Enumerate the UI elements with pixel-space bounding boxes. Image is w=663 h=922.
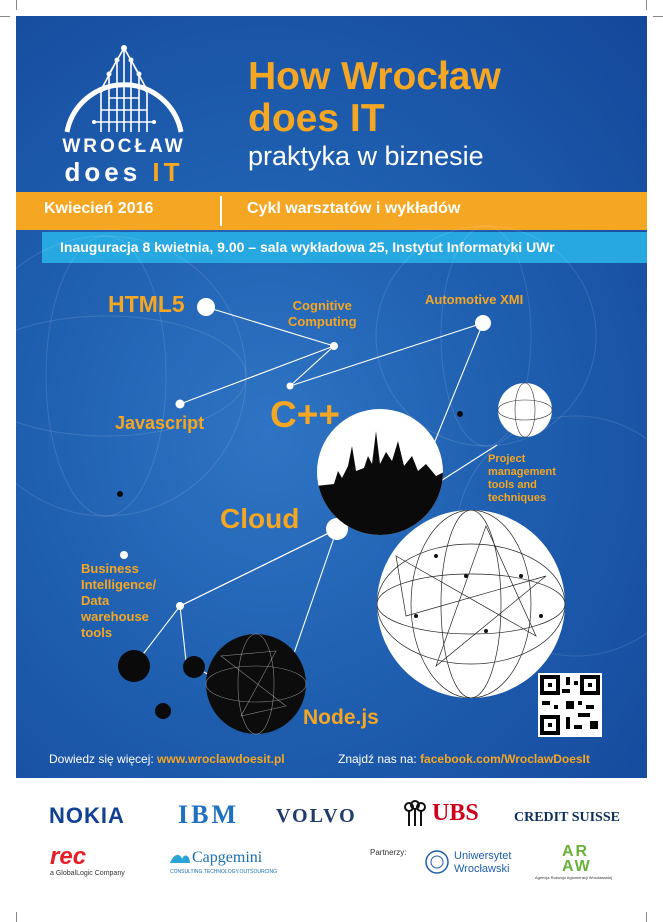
series-label: Cykl warsztatów i wykładów (247, 200, 461, 217)
sponsor-ubs: UBS (432, 800, 479, 826)
facebook-link[interactable]: facebook.com/WroclawDoesIt (420, 752, 590, 766)
crop-mark (0, 16, 10, 17)
sponsor-volvo: VOLVO (276, 805, 357, 827)
partner-uwr: Uniwersytet Wrocławski (454, 850, 512, 875)
sponsor-rec-sub: a GlobalLogic Company (50, 870, 125, 877)
wireframe-sphere (377, 510, 565, 698)
poster-subtitle: praktyka w biznesie (248, 141, 484, 171)
uwr-seal-icon (424, 849, 450, 875)
website-link[interactable]: www.wroclawdoesit.pl (157, 752, 285, 766)
date-label: Kwiecień 2016 (44, 200, 154, 217)
small-wireframe-sphere (498, 383, 552, 437)
sponsor-nokia: NOKIA (49, 803, 125, 828)
sponsor-credit-suisse: CREDIT SUISSE (514, 810, 620, 825)
topic-nodejs: Node.js (303, 706, 379, 729)
sponsor-capgemini-sub: CONSULTING.TECHNOLOGY.OUTSOURCING (170, 869, 278, 875)
partner-araw: AR AW (562, 843, 592, 875)
topic-project-management: Project management tools and techniques (488, 453, 556, 504)
partners-label: Partnerzy: (370, 848, 407, 857)
qr-code-icon (538, 673, 602, 737)
topic-cpp: C++ (270, 394, 340, 435)
poster (16, 16, 647, 778)
crop-mark (653, 16, 663, 17)
dark-wireframe-sphere (206, 634, 306, 734)
footer-website: Dowiedz się więcej: www.wroclawdoesit.pl (49, 752, 285, 766)
topic-javascript: Javascript (115, 413, 205, 433)
topic-cognitive-computing: Cognitive Computing (288, 298, 357, 329)
crop-mark (16, 0, 17, 10)
logo-text-does-it: does IT (64, 157, 184, 187)
logo-text-wroclaw: WROCŁAW (62, 136, 186, 157)
crop-mark (16, 912, 17, 922)
partner-araw-sub: Agencja Rozwoju Aglomeracji Wrocławskiej (535, 875, 613, 880)
sponsor-capgemini: Capgemini (192, 849, 263, 866)
crop-mark (646, 0, 647, 10)
topic-business-intelligence: Business Intelligence/ Data warehouse tools (81, 561, 157, 640)
inauguration-text: Inauguracja 8 kwietnia, 9.00 – sala wykładowa 25, Instytut Informatyki UWr (60, 239, 555, 255)
sponsor-rec: rec (50, 843, 87, 870)
capgemini-icon (168, 851, 192, 867)
topic-html5: HTML5 (108, 291, 185, 317)
topic-automotive-xmi: Automotive XMI (425, 292, 524, 307)
topic-cloud: Cloud (220, 503, 300, 534)
qr-code[interactable] (538, 673, 602, 737)
footer-facebook: Znajdź nas na: facebook.com/WroclawDoesIt (338, 752, 590, 766)
sponsor-ibm: IBM (178, 800, 239, 829)
crop-mark (646, 912, 647, 922)
ubs-keys-icon (401, 800, 429, 828)
poster-title: How Wrocław does IT (248, 55, 501, 140)
